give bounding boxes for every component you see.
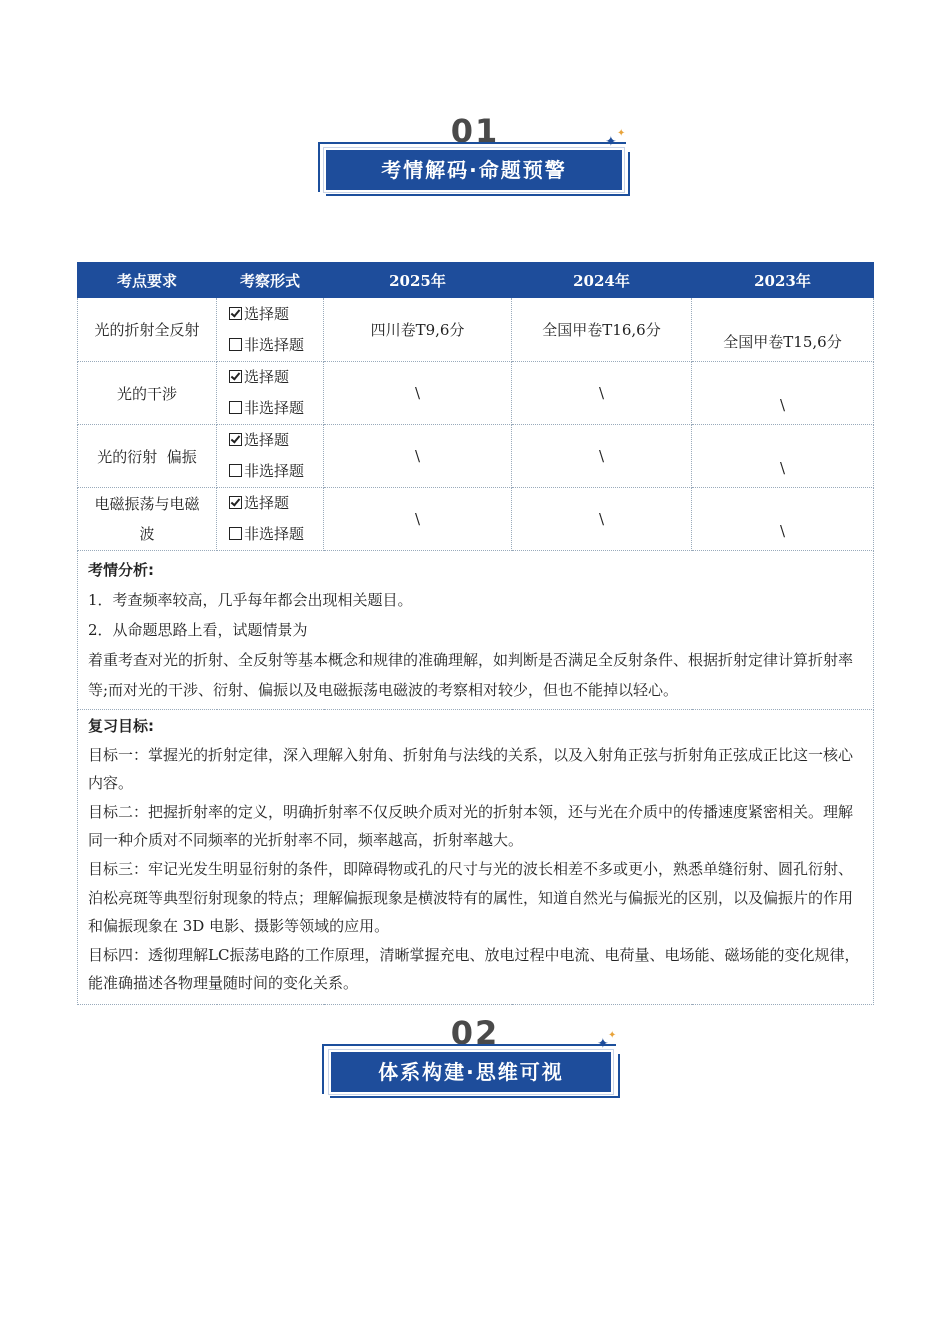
sparkle-icon: ✦ — [608, 1030, 617, 1041]
analysis-line: 1．考查频率较高，几乎每年都会出现相关题目。 — [88, 591, 413, 609]
col-header: 考点要求 — [78, 263, 217, 298]
goal-item: 目标二：把握折射率的定义，明确折射率不仅反映介质对光的折射本领，还与光在介质中的传播速度紧密相关。理解同一种介质对不同频率的光折射率不同，频率越高，折射率越大。 — [88, 802, 854, 850]
form-cell — [217, 298, 324, 362]
checked-box-icon — [229, 433, 242, 446]
analysis-line: 着重考查对光的折射、全反射等基本概念和规律的准确理解，如判断是否满足全反射条件、根据折射定律计算折射率等;而对光的干涉、衍射、偏振以及电磁振荡电磁波的考察相对较少，但也不能掉以轻心。 — [88, 651, 854, 699]
year-cell: \ — [512, 488, 692, 551]
goal-item: 目标一：掌握光的折射定律，深入理解入射角、折射角与法线的关系，以及入射角正弦与折射角正弦成正比这一核心内容。 — [88, 745, 854, 793]
checkbox-icon — [229, 338, 242, 351]
exam-analysis-table — [77, 262, 874, 1005]
option-label: 选择题 — [244, 368, 290, 386]
option-label: 非选择题 — [244, 525, 305, 543]
section-number: 01 — [450, 112, 500, 150]
topic-cell: 光的衍射 偏振 — [78, 425, 217, 488]
year-cell: 全国甲卷T15,6分 — [692, 298, 874, 362]
sparkle-icon: ✦ — [617, 128, 626, 139]
form-cell — [217, 425, 324, 488]
goal-item: 目标四：透彻理解LC振荡电路的工作原理，清晰掌握充电、放电过程中电流、电荷量、电场能、磁场能的变化规律，能准确描述各物理量随时间的变化关系。 — [88, 945, 860, 993]
table-row — [78, 362, 874, 425]
col-header: 2023年 — [692, 263, 874, 298]
year-cell: \ — [324, 425, 512, 488]
option-label: 非选择题 — [244, 399, 305, 417]
form-cell — [217, 488, 324, 551]
section-number: 02 — [450, 1014, 500, 1052]
sparkle-icon: ✦ — [605, 134, 617, 150]
topic-cell: 光的干涉 — [78, 362, 217, 425]
table-header-row — [78, 263, 874, 298]
checkbox-icon — [229, 464, 242, 477]
analysis-heading: 考情分析: — [88, 561, 154, 579]
goal-item: 目标三：牢记光发生明显衍射的条件，即障碍物或孔的尺寸与光的波长相差不多或更小，熟悉单缝衍射、圆孔衍射、泊松亮斑等典型衍射现象的特点；理解偏振现象是横波特有的属性，知道自然光与偏振光的区别，以及偏振片的作用和偏振现象在 3D 电影、摄影等领域的应用。 — [88, 859, 854, 936]
table-row — [78, 488, 874, 551]
analysis-cell — [78, 551, 874, 710]
analysis-line: 2．从命题思路上看，试题情景为 — [88, 621, 308, 639]
year-cell: 全国甲卷T16,6分 — [512, 298, 692, 362]
year-cell: \ — [324, 362, 512, 425]
table-row — [78, 425, 874, 488]
year-cell: \ — [692, 362, 874, 425]
option-label: 非选择题 — [244, 335, 305, 354]
year-cell: \ — [512, 362, 692, 425]
option-label: 选择题 — [244, 431, 290, 449]
option-label: 选择题 — [244, 304, 290, 323]
goals-cell — [78, 710, 874, 1005]
topic-cell: 光的折射全反射 — [78, 298, 217, 362]
section-title: 考情解码·命题预警 — [326, 150, 622, 190]
option-label: 选择题 — [244, 494, 290, 512]
year-cell: \ — [692, 488, 874, 551]
goals-heading: 复习目标: — [88, 717, 154, 735]
checked-box-icon — [229, 496, 242, 509]
year-cell: \ — [324, 488, 512, 551]
year-cell: \ — [692, 425, 874, 488]
section-title: 体系构建·思维可视 — [331, 1052, 611, 1092]
sparkle-icon: ✦ — [597, 1036, 609, 1052]
option-label: 非选择题 — [244, 462, 305, 480]
checked-box-icon — [229, 307, 242, 320]
analysis-row — [78, 551, 874, 710]
table-row — [78, 298, 874, 362]
year-cell: 四川卷T9,6分 — [324, 298, 512, 362]
col-header: 2024年 — [512, 263, 692, 298]
checkbox-icon — [229, 401, 242, 414]
year-cell: \ — [512, 425, 692, 488]
goals-row — [78, 710, 874, 1005]
topic-cell: 电磁振荡与电磁波 — [78, 488, 217, 551]
form-cell — [217, 362, 324, 425]
checked-box-icon — [229, 370, 242, 383]
col-header: 考察形式 — [217, 263, 324, 298]
col-header: 2025年 — [324, 263, 512, 298]
checkbox-icon — [229, 527, 242, 540]
